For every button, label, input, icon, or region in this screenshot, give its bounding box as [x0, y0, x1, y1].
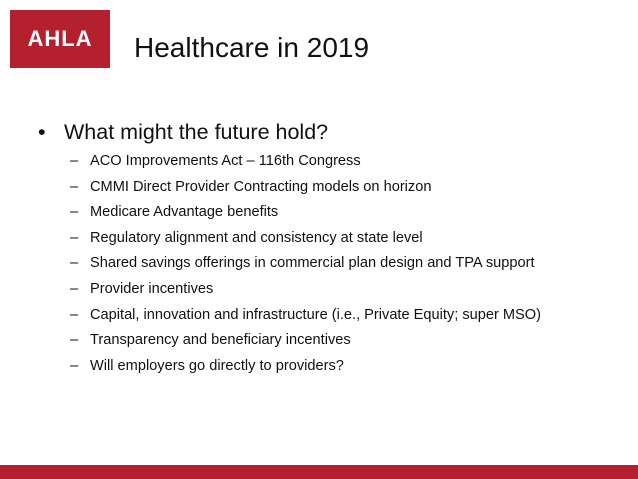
dash-icon: – — [70, 306, 79, 323]
dash-icon: – — [70, 229, 79, 246]
sub-bullet-text: ACO Improvements Act – 116th Congress — [90, 153, 361, 169]
sub-bullet-text: Will employers go directly to providers? — [90, 357, 344, 374]
sub-bullet-item — [70, 226, 541, 252]
main-bullet-text: What might the future hold? — [64, 120, 329, 144]
sub-bullet-text: Provider incentives — [90, 280, 214, 297]
dash-icon: – — [70, 204, 79, 221]
footer-bar — [0, 465, 638, 479]
sub-bullet-text: Shared savings offerings in commercial plan design and TPA support — [90, 255, 535, 272]
dash-icon: – — [70, 332, 79, 349]
dash-icon: – — [70, 357, 79, 374]
dash-icon: – — [70, 178, 79, 195]
sub-bullet-item — [70, 277, 541, 303]
sub-bullet-item — [70, 328, 541, 354]
ahla-logo — [10, 10, 110, 68]
dash-icon: – — [70, 280, 79, 297]
sub-bullet-text: Regulatory alignment and consistency at state level — [90, 229, 423, 246]
bullet-icon: • — [38, 120, 46, 144]
sub-bullet-text: Capital, innovation and infrastructure (i.e., Private Equity; super MSO) — [90, 306, 541, 323]
sub-bullet-list — [70, 149, 541, 379]
sub-bullet-text: CMMI Direct Provider Contracting models on horizon — [90, 178, 432, 195]
sub-bullet-item — [70, 354, 541, 380]
sub-bullet-item — [70, 149, 541, 175]
logo-text: AHLA — [27, 26, 93, 51]
slide-title: Healthcare in 2019 — [134, 32, 370, 63]
dash-icon: – — [70, 255, 79, 272]
sub-bullet-item — [70, 175, 541, 201]
sub-bullet-item — [70, 251, 541, 277]
dash-icon: – — [70, 153, 79, 169]
sub-bullet-item — [70, 303, 541, 329]
sub-bullet-text: Medicare Advantage benefits — [90, 204, 279, 221]
sub-bullet-text: Transparency and beneficiary incentives — [90, 332, 351, 349]
main-bullet — [38, 118, 328, 146]
sub-bullet-item — [70, 200, 541, 226]
